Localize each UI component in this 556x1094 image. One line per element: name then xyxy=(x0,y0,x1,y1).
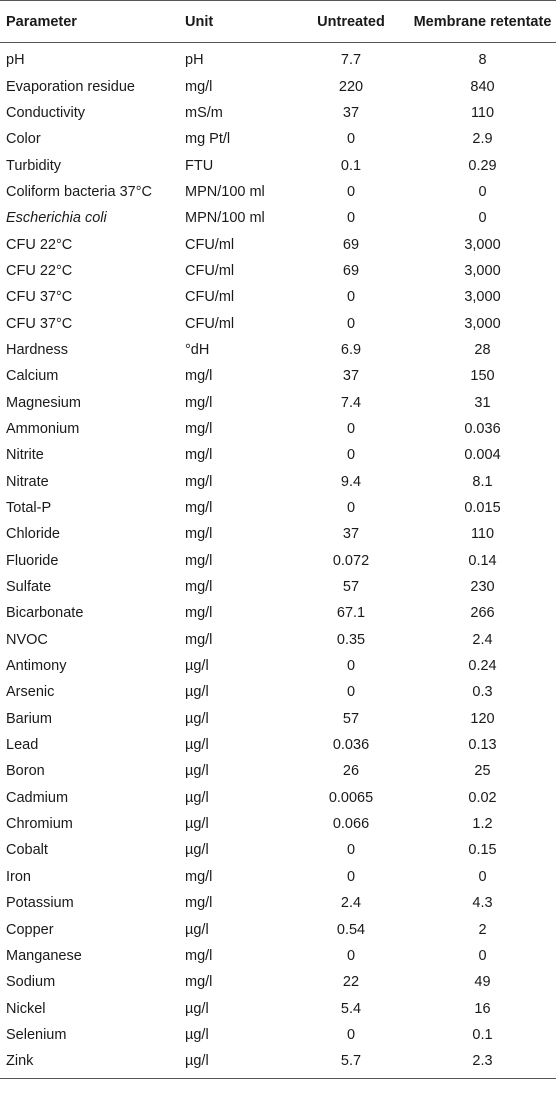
cell-untreated: 0 xyxy=(346,420,356,437)
table-row xyxy=(0,258,556,284)
table-row xyxy=(0,100,556,126)
table-row xyxy=(0,811,556,837)
table-row xyxy=(0,864,556,890)
table-row xyxy=(0,152,556,178)
table-row xyxy=(0,548,556,574)
cell-membrane-retentate: 25 xyxy=(474,763,491,780)
cell-unit: mg/l xyxy=(185,420,213,437)
table-row xyxy=(0,890,556,916)
cell-unit: mg/l xyxy=(185,868,213,885)
table-row xyxy=(0,679,556,705)
cell-parameter: Selenium xyxy=(6,1026,67,1043)
cell-parameter: Evaporation residue xyxy=(6,78,135,95)
cell-untreated: 0 xyxy=(346,210,356,227)
cell-unit: µg/l xyxy=(185,842,209,859)
cell-membrane-retentate: 16 xyxy=(474,1000,491,1017)
cell-untreated: 26 xyxy=(342,763,360,780)
cell-untreated: 0.0065 xyxy=(328,789,374,806)
cell-membrane-retentate: 230 xyxy=(470,579,495,596)
cell-parameter: CFU 37°C xyxy=(6,315,73,332)
table-header xyxy=(0,1,556,43)
cell-unit: mg/l xyxy=(185,974,213,991)
cell-parameter: CFU 22°C xyxy=(6,262,73,279)
cell-parameter: Copper xyxy=(6,921,54,938)
cell-untreated: 2.4 xyxy=(340,895,362,912)
table-row xyxy=(0,469,556,495)
cell-unit: µg/l xyxy=(185,789,209,806)
cell-membrane-retentate: 8 xyxy=(478,52,487,69)
cell-unit: CFU/ml xyxy=(185,236,235,253)
cell-unit: µg/l xyxy=(185,763,209,780)
table-row xyxy=(0,416,556,442)
cell-parameter: Nitrite xyxy=(6,447,44,464)
cell-untreated: 0 xyxy=(346,947,356,964)
cell-parameter: NVOC xyxy=(6,631,48,648)
cell-membrane-retentate: 840 xyxy=(470,78,495,95)
cell-untreated: 0 xyxy=(346,131,356,148)
cell-unit: mg/l xyxy=(185,473,213,490)
cell-untreated: 0 xyxy=(346,315,356,332)
cell-unit: mg/l xyxy=(185,78,213,95)
cell-parameter: Potassium xyxy=(6,895,74,912)
cell-membrane-retentate: 3,000 xyxy=(464,289,501,306)
cell-membrane-retentate: 28 xyxy=(474,341,491,358)
header-parameter: Parameter xyxy=(0,1,185,43)
cell-parameter: CFU 22°C xyxy=(6,236,73,253)
table-row xyxy=(0,758,556,784)
cell-unit: µg/l xyxy=(185,816,209,833)
cell-unit: mg/l xyxy=(185,552,213,569)
cell-untreated: 0 xyxy=(346,183,356,200)
cell-parameter: Lead xyxy=(6,737,39,754)
table-row xyxy=(0,653,556,679)
table-row xyxy=(0,179,556,205)
cell-untreated: 9.4 xyxy=(340,473,362,490)
cell-untreated: 0.072 xyxy=(332,552,370,569)
cell-untreated: 37 xyxy=(342,104,360,121)
table-row xyxy=(0,916,556,942)
table-row xyxy=(0,732,556,758)
cell-unit: CFU/ml xyxy=(185,289,235,306)
cell-membrane-retentate: 266 xyxy=(470,605,495,622)
cell-membrane-retentate: 0.3 xyxy=(472,684,493,701)
cell-parameter: CFU 37°C xyxy=(6,289,73,306)
cell-parameter: Cadmium xyxy=(6,789,69,806)
table-row xyxy=(0,337,556,363)
cell-parameter: Manganese xyxy=(6,947,82,964)
cell-parameter: Barium xyxy=(6,710,52,727)
cell-membrane-retentate: 0.015 xyxy=(464,500,501,517)
table-row xyxy=(0,231,556,257)
cell-untreated: 0 xyxy=(346,289,356,306)
cell-parameter: Ammonium xyxy=(6,420,80,437)
table-row xyxy=(0,995,556,1021)
cell-membrane-retentate: 2.4 xyxy=(472,631,493,648)
cell-unit: mg/l xyxy=(185,447,213,464)
cell-parameter: Zink xyxy=(0,1048,185,1079)
cell-unit: µg/l xyxy=(185,737,209,754)
cell-parameter: Escherichia coli xyxy=(6,210,107,227)
cell-untreated: 0 xyxy=(346,684,356,701)
cell-membrane-retentate: 0.14 xyxy=(468,552,497,569)
table-row xyxy=(0,574,556,600)
cell-untreated: 7.7 xyxy=(340,52,362,69)
cell-unit: CFU/ml xyxy=(185,315,235,332)
cell-parameter: Turbidity xyxy=(6,157,62,174)
cell-untreated: 0.066 xyxy=(332,816,370,833)
cell-unit: mg/l xyxy=(185,605,213,622)
cell-unit: mg/l xyxy=(185,526,213,543)
cell-parameter: Color xyxy=(6,131,41,148)
cell-untreated: 0 xyxy=(346,1026,356,1043)
cell-unit: mg/l xyxy=(185,368,213,385)
cell-unit: FTU xyxy=(185,157,214,174)
table-row xyxy=(0,284,556,310)
cell-parameter: Nitrate xyxy=(6,473,49,490)
table-row xyxy=(0,627,556,653)
cell-membrane-retentate: 4.3 xyxy=(472,895,493,912)
cell-untreated: 22 xyxy=(342,974,360,991)
cell-membrane-retentate: 120 xyxy=(470,710,495,727)
cell-membrane-retentate: 0 xyxy=(478,183,487,200)
cell-unit: mS/m xyxy=(185,104,223,121)
cell-membrane-retentate: 0.29 xyxy=(468,157,497,174)
cell-parameter: pH xyxy=(6,52,25,69)
cell-parameter: Cobalt xyxy=(6,842,48,859)
cell-untreated: 0 xyxy=(346,658,356,675)
cell-membrane-retentate: 2.9 xyxy=(472,131,493,148)
cell-unit: mg/l xyxy=(185,631,213,648)
table-row xyxy=(0,521,556,547)
cell-membrane-retentate: 0.036 xyxy=(464,420,501,437)
cell-parameter: Sodium xyxy=(6,974,56,991)
table-row xyxy=(0,706,556,732)
cell-untreated: 5.7 xyxy=(293,1048,409,1079)
cell-unit: mg/l xyxy=(185,579,213,596)
cell-unit: °dH xyxy=(185,341,210,358)
table-row xyxy=(0,363,556,389)
cell-parameter: Hardness xyxy=(6,341,69,358)
cell-untreated: 0.1 xyxy=(340,157,362,174)
table-row xyxy=(0,126,556,152)
cell-untreated: 0 xyxy=(346,868,356,885)
cell-unit: mg/l xyxy=(185,947,213,964)
cell-parameter: Chloride xyxy=(6,526,60,543)
cell-parameter: Bicarbonate xyxy=(6,605,84,622)
cell-membrane-retentate: 8.1 xyxy=(472,473,493,490)
cell-untreated: 57 xyxy=(342,710,360,727)
table-row xyxy=(0,785,556,811)
header-row xyxy=(0,1,556,43)
cell-parameter: Arsenic xyxy=(6,684,55,701)
cell-membrane-retentate: 3,000 xyxy=(464,315,501,332)
table-row xyxy=(0,43,556,74)
cell-parameter: Conductivity xyxy=(6,104,85,121)
cell-membrane-retentate: 0 xyxy=(478,868,487,885)
cell-untreated: 37 xyxy=(342,526,360,543)
table-row xyxy=(0,442,556,468)
cell-untreated: 220 xyxy=(338,78,364,95)
table-row xyxy=(0,495,556,521)
cell-parameter: Boron xyxy=(6,763,45,780)
cell-membrane-retentate: 0.02 xyxy=(468,789,497,806)
cell-membrane-retentate: 0.13 xyxy=(468,737,497,754)
table-body xyxy=(0,43,556,1079)
cell-parameter: Calcium xyxy=(6,368,59,385)
cell-membrane-retentate: 31 xyxy=(474,394,491,411)
table-row xyxy=(0,1022,556,1048)
cell-membrane-retentate: 110 xyxy=(470,526,495,543)
cell-unit: CFU/ml xyxy=(185,262,235,279)
cell-parameter: Nickel xyxy=(6,1000,46,1017)
cell-untreated: 0.54 xyxy=(336,921,366,938)
table-row xyxy=(0,943,556,969)
cell-membrane-retentate: 0 xyxy=(478,947,487,964)
cell-membrane-retentate: 0.24 xyxy=(468,658,497,675)
table-row xyxy=(0,73,556,99)
cell-membrane-retentate: 0.15 xyxy=(468,842,497,859)
cell-membrane-retentate: 150 xyxy=(470,368,495,385)
cell-untreated: 0 xyxy=(346,447,356,464)
cell-parameter: Chromium xyxy=(6,816,73,833)
cell-membrane-retentate: 3,000 xyxy=(464,262,501,279)
cell-membrane-retentate: 2.3 xyxy=(409,1048,556,1079)
cell-unit: µg/l xyxy=(185,658,209,675)
cell-parameter: Antimony xyxy=(6,658,67,675)
table-row xyxy=(0,837,556,863)
cell-untreated: 0.35 xyxy=(336,631,366,648)
cell-unit: µg/l xyxy=(185,1026,209,1043)
cell-membrane-retentate: 3,000 xyxy=(464,236,501,253)
cell-unit: mg/l xyxy=(185,500,213,517)
cell-unit: µg/l xyxy=(185,684,209,701)
cell-membrane-retentate: 0.1 xyxy=(472,1026,493,1043)
cell-parameter: Sulfate xyxy=(6,579,52,596)
header-unit: Unit xyxy=(185,1,293,43)
cell-unit: MPN/100 ml xyxy=(185,210,265,227)
cell-unit: µg/l xyxy=(185,1000,209,1017)
cell-untreated: 37 xyxy=(342,368,360,385)
cell-untreated: 6.9 xyxy=(340,341,362,358)
cell-untreated: 57 xyxy=(342,579,360,596)
cell-unit: mg Pt/l xyxy=(185,131,231,148)
cell-untreated: 67.1 xyxy=(336,605,366,622)
cell-untreated: 69 xyxy=(342,262,360,279)
cell-membrane-retentate: 0 xyxy=(478,210,487,227)
cell-untreated: 0 xyxy=(346,500,356,517)
cell-untreated: 0.036 xyxy=(332,737,370,754)
table-row xyxy=(0,205,556,231)
cell-parameter: Magnesium xyxy=(6,394,81,411)
cell-unit: mg/l xyxy=(185,895,213,912)
cell-membrane-retentate: 1.2 xyxy=(472,816,493,833)
cell-parameter: Total-P xyxy=(6,500,52,517)
cell-untreated: 7.4 xyxy=(340,394,362,411)
cell-parameter: Iron xyxy=(6,868,31,885)
cell-untreated: 69 xyxy=(342,236,360,253)
cell-unit: µg/l xyxy=(185,1048,293,1079)
cell-unit: µg/l xyxy=(185,921,209,938)
header-untreated: Untreated xyxy=(293,1,409,43)
cell-unit: mg/l xyxy=(185,394,213,411)
cell-membrane-retentate: 49 xyxy=(474,974,491,991)
cell-membrane-retentate: 110 xyxy=(470,104,495,121)
cell-unit: MPN/100 ml xyxy=(185,183,265,200)
cell-membrane-retentate: 2 xyxy=(478,921,487,938)
table-row xyxy=(0,1048,556,1079)
header-membrane-retentate: Membrane retentate xyxy=(409,1,556,43)
cell-unit: pH xyxy=(185,52,204,69)
cell-membrane-retentate: 0.004 xyxy=(464,447,501,464)
table-row xyxy=(0,310,556,336)
cell-unit: µg/l xyxy=(185,710,209,727)
cell-parameter: Fluoride xyxy=(6,552,59,569)
table-row xyxy=(0,969,556,995)
table-row xyxy=(0,389,556,415)
cell-untreated: 5.4 xyxy=(340,1000,362,1017)
cell-untreated: 0 xyxy=(346,842,356,859)
table-row xyxy=(0,600,556,626)
cell-parameter: Coliform bacteria 37°C xyxy=(6,183,153,200)
